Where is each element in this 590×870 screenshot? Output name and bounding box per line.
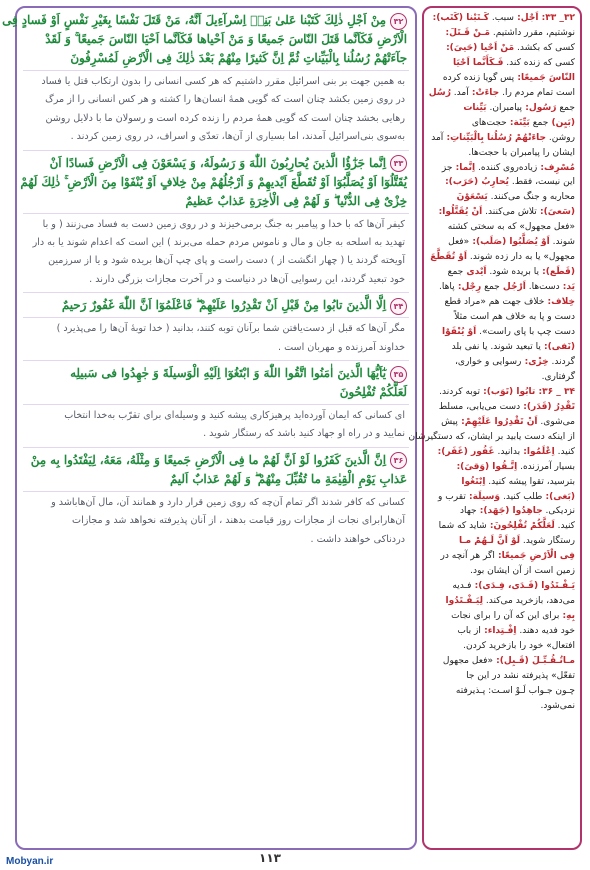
verse-text: اِنَّما جَزٰٓؤُا الَّذينَ يُحارِبُونَ اللّٰهَ وَ رَسُولَهُ، وَ يَسْعَوْنَ فِى الْاَرْضِ فَسادًا اَنْ (49, 155, 386, 170)
glossary-term: اِبْتَغُوا (461, 476, 486, 487)
glossary-definition: بترسید، تقوا پیشه کنید. (485, 476, 575, 487)
glossary-line (429, 71, 575, 86)
translation-line: رهایی بخشد چنان است که گویی همهٔ مردم را زنده کرده است و رسولان ما با دلایل روشن (45, 112, 405, 124)
translation-line: ای کسانی که ایمان آورده‌اید پرهیزکاری پیشه کنید و وسیله‌ای برای تقرّب به‌خدا انتخاب (64, 410, 405, 422)
glossary-definition: «فعل مجهول» که به سختی کشته (447, 222, 575, 233)
glossary-line (429, 116, 575, 131)
verse-number-badge: ۳۵ (390, 366, 407, 383)
glossary-line (429, 594, 575, 609)
glossary-definition: نمی‌شود. (540, 700, 575, 711)
glossary-definition: جمع (556, 102, 575, 113)
glossary-term: مَـنْ قَـتَلَ: (445, 27, 490, 38)
translation-line: به‌سوی بنی‌اسرائیل آمدند، اما بسیاری از آن‌ها، تعدّی و اسراف، در روی زمین کردند . (70, 131, 405, 143)
glossary-term: لِيَـفْـتَدُوا (445, 596, 483, 607)
verse-text: يُقَتَّلُوٓا اَوْ يُصَلَّبُوٓا اَوْ تُقَطَّعَ اَيْديهِمْ وَ اَرْجُلُهُمْ مِنْ خِلافٍ اَوْ يُنْفَوْا مِنَ الْاَرْضِ ۚ ذٰلِكَ لَهُمْ (20, 174, 407, 189)
glossary-definition: توبه کردند. (439, 386, 480, 397)
verse-text: لَعَلَّكُمْ تُفْلِحُونَ (339, 385, 407, 400)
glossary-definition: جهاد (460, 506, 477, 517)
glossary-term: ۳۴ _ ۳۶: تابُوا (تَوَب): (480, 386, 575, 397)
glossary-term: بَيِّنَة: (506, 117, 530, 128)
glossary-definition: تقرب و (438, 491, 466, 502)
glossary-definition: چـون جـواب لَـوْ اسـت: پـذیرفته (455, 685, 575, 696)
glossary-line (429, 250, 575, 265)
glossary-line (429, 56, 575, 71)
glossary-term: اِفْـتِداء: (480, 626, 517, 637)
glossary-line (429, 504, 575, 519)
glossary-definition: دست و پا به خلاف هم است مثلاً (454, 312, 575, 323)
glossary-line (429, 609, 575, 624)
glossary-line (429, 131, 575, 146)
glossary-line (429, 101, 575, 116)
glossary-definition: یا بریده شود. (486, 267, 540, 278)
glossary-definition: ایشان را پیامبران با حجت‌ها. (468, 147, 575, 158)
verse-33 (17, 151, 415, 213)
glossary-definition: افتعال» خود را بازخرید کردن. (463, 641, 575, 652)
glossary-definition: مجهول» یا به دار زده شوند. (467, 252, 575, 263)
glossary-definition: پس گویا زنده کرده (442, 72, 515, 83)
glossary-term: بِهِ: (559, 611, 575, 622)
glossary-term: مُسْرِف: (537, 162, 575, 173)
glossary-line (429, 370, 575, 385)
glossary-line (429, 490, 575, 505)
glossary-term: اَيْدی (463, 267, 487, 278)
translation-line: خداوند آمرزنده و مهربان است . (278, 341, 405, 353)
translation-34 (17, 318, 415, 360)
verse-text: اِنَّ الَّذينَ كَفَرُوا لَوْ اَنَّ لَهُمْ ما فِى الْاَرْضِ جَميعًا وَ مِثْلَهُ، مَعَهُ، لِيَفْتَدُوا بِه مِنْ (30, 452, 386, 467)
glossary-term: اَنْ تَقْدِرُوا عَلَيْهِمْ: (457, 416, 538, 427)
glossary-definition: پاها. (438, 282, 455, 293)
glossary-term: لَعَلَّكُمْ تُفْلِحُونَ: (486, 521, 555, 532)
glossary-term: ۳۲_ ۳۳: اَجْل: (513, 13, 575, 23)
glossary-line (429, 639, 575, 654)
glossary-term: خِزْى: (521, 356, 549, 367)
glossary-term: اِتَّـقُوا (وَقىَ): (456, 461, 518, 472)
glossary-definition: تفعّل» پذیرفته نشد در این جا (466, 670, 575, 681)
glossary-line (429, 445, 575, 460)
glossary-line (429, 340, 575, 355)
glossary-definition: می‌شوی. (537, 416, 575, 427)
glossary-definition: زیاده‌روی کننده. (475, 162, 538, 173)
translation-line: در روی زمین بکشد چنان است که گویی همهٔ انسان‌ها را کشته و هر کس انسانی را از مرگ (45, 94, 405, 106)
glossary-term: فَـكَأَنَّما اَحْيَا (452, 57, 504, 68)
verse-32 (2, 8, 415, 70)
glossary-term: اِعْلَمُوا: (520, 446, 555, 457)
glossary-line (429, 11, 575, 26)
verse-number-badge: ۳۳ (390, 155, 407, 172)
glossary-line (429, 265, 575, 280)
glossary-line (429, 549, 575, 564)
glossary-term: اَوْ يُصَلَّبُوا (صَلَب): (469, 237, 550, 248)
verse-text: يٰٓاَيُّهَا الَّذينَ اٰمَنُوا اتَّقُوا اللّٰهَ وَ ابْتَغُوٓا اِلَيْهِ الْوَسيلَةَ وَ جٰهِدُوا فى سَبيلِه (70, 366, 386, 381)
glossary-term: خِلاف: (544, 297, 575, 308)
glossary-term: (نَفى): (540, 341, 575, 352)
glossary-definition: یا تبعید شوند. یا نفی بلد (451, 341, 541, 352)
glossary-definition: پیامبران. (486, 102, 523, 113)
glossary-line (429, 534, 575, 549)
glossary-definition: بسیار آمرزنده. (517, 461, 575, 472)
glossary-definition: خلاف جهت هم «مراد قطع (444, 297, 545, 308)
page-number: ۱۱۳ (259, 851, 281, 865)
glossary-line (429, 669, 575, 684)
glossary-term: يَـفْـتَدُوا (فَـدَى، فِـدَى): (471, 581, 575, 592)
glossary-line (429, 325, 575, 340)
glossary-definition: شاید که شما (438, 521, 487, 532)
glossary-term: (قَطَع): (539, 267, 575, 278)
verse-text: عَذابِ يَوْمِ الْقِيٰمَةِ ما تُقُبِّلَ مِنْهُمْ ۖ وَ لَهُمْ عَذابٌ اَليمٌ (169, 471, 407, 486)
glossary-definition: طلب کنید. (500, 491, 543, 502)
glossary-definition: خود فدیه دهند. (516, 626, 575, 637)
verse-number-badge: ۳۶ (390, 452, 407, 469)
glossary-definition: نوشتیم، مقرر داشتیم. (489, 27, 575, 38)
verses-panel (2, 6, 417, 850)
glossary-definition: رسوایی و خواری، (454, 356, 522, 367)
glossary-line (429, 624, 575, 639)
glossary-definition: پیش (441, 416, 458, 427)
verse-35 (17, 361, 415, 404)
glossary-term: مـاتُـقُـبِّـلَ (قَـبِل): (492, 655, 575, 666)
glossary-term: (بَيِن) (548, 117, 575, 128)
glossary-definition: تلاش می‌کنند. (482, 207, 537, 218)
glossary-definition: نزدیکی. (542, 506, 575, 517)
verse-text: مِنْ اَجْلِ ذٰلِكَ كَتَبْنا عَلىٰ بَنِىۤ اِسْرآءِيلَ اَنَّهُ، مَنْ قَتَلَ نَفْسًا بِغَيْرِ نَفْسٍ اَوْ فَسادٍ فِى (2, 13, 386, 27)
glossary-definition: دست می‌یابی، مسلط (438, 401, 521, 412)
glossary-line (429, 161, 575, 176)
glossary-definition: بدانید. (494, 446, 521, 457)
glossary-term: وَسيلَة: (465, 491, 501, 502)
glossary-term: رَسُول: (522, 102, 557, 113)
glossary-definition: کسی که بکشد. (514, 42, 575, 53)
glossary-definition: «فعل مجهول (442, 655, 493, 666)
glossary-term: (سَعىَ): (536, 207, 575, 218)
glossary-definition: است تمام مردم را. (499, 87, 575, 98)
glossary-line (429, 699, 575, 714)
glossary-term: كَـتَبْنا (كَتَب): (432, 13, 490, 23)
translation-line: کسانی که کافر شدند اگر تمام آن‌چه که روی زمین قرار دارد و همانند آن، مال آن‌هاباشد و (51, 496, 405, 508)
glossary-line (429, 385, 575, 400)
verse-text: اِلَّا الَّذينَ تابُوا مِنْ قَبْلِ اَنْ تَقْدِرُوا عَلَيْهِمْ ۖ فَاعْلَمُوٓا اَنَّ اللّٰهَ غَفُورٌ رَحيمٌ (61, 298, 386, 313)
glossary-line (429, 519, 575, 534)
glossary-definition: از اینکه دست یابید بر ایشان، که دستگیرشان (408, 431, 575, 442)
glossary-definition: جمع (447, 267, 464, 278)
verse-text: جآءَتْهُمْ رُسُلُنا بِالْبَيِّناتِ ثُمَّ اِنَّ كَثيرًا مِنْهُمْ بَعْدَ ذٰلِكَ فِى الْاَرْضِ لَمُسْرِفُونَ (70, 51, 407, 65)
glossary-definition: رستگار شوید. (520, 536, 575, 547)
glossary-term: مَنْ اَحْيا (حَيىَ): (446, 42, 515, 53)
glossary-term: اِنَّما: (452, 162, 476, 173)
glossary-line (429, 400, 575, 415)
verse-34 (17, 293, 415, 317)
glossary-term: جاءَتْهُمْ رُسُلُنا بِالْبَيِّناتِ: (443, 132, 547, 143)
glossary-term: يَد: (559, 282, 575, 293)
glossary-definition: گردند. (548, 356, 575, 367)
glossary-definition: جز (441, 162, 453, 173)
glossary-definition: محاربه و جنگ می‌کنند. (487, 192, 575, 203)
glossary-line (429, 220, 575, 235)
glossary-line (429, 310, 575, 325)
glossary-line (429, 579, 575, 594)
verse-text: الْاَرْضِ فَكَاَنَّما قَتَلَ النّاسَ جَميعًا وَ مَنْ اَحْياها فَكَاَنَّما اَحْيَا النّاسَ جَميعًا ۚ وَ لَقَدْ (45, 32, 407, 46)
glossary-definition: برای این که آن را برای نجات (451, 611, 560, 622)
glossary-line (429, 26, 575, 41)
glossary-definition: کنید. (554, 521, 575, 532)
glossary-definition: سبب. (489, 13, 514, 23)
glossary-line (429, 295, 575, 310)
glossary-definition: روشن. (546, 132, 575, 143)
glossary-definition: دست‌ها. (525, 282, 560, 293)
glossary-term: يَسْعَوْنَ (456, 192, 488, 203)
glossary-line (408, 430, 575, 445)
glossary-definition: این نیست، فقط. (508, 177, 575, 188)
glossary-definition: آمد. (450, 87, 469, 98)
glossary-definition: زمین است از آن ایشان بود. (470, 566, 575, 577)
translation-line: آویخته گردند یا ( چهار انگشت از ) دست راست و پای چپ آن‌ها بریده شود و یا از سرزمین (48, 255, 405, 267)
glossary-line (429, 564, 575, 579)
glossary-line (429, 355, 575, 370)
glossary-definition: آمد (431, 132, 444, 143)
glossary-definition: دست چپ با پای راست». (476, 327, 575, 338)
translation-line: دردناکی خواهند داشت . (310, 533, 405, 545)
glossary-term: جاءَتْ: (468, 87, 500, 98)
glossary-term: رُسُل (428, 87, 451, 98)
glossary-definition: از باب (457, 626, 481, 637)
glossary-definition: شوند. (549, 237, 575, 248)
glossary-term: اَرْجُل (499, 282, 526, 293)
verse-number-badge: ۳۴ (390, 298, 407, 315)
translation-line: آن‌هارابرای نجات از مجازات روز قیامت بدهند ، از آنان پذیرفته نخواهد شد و مجازات (72, 515, 405, 527)
translation-line: مگر آن‌ها که قبل از دست‌یافتن شما برآنان توبه کنند، بدانید ( خدا توبهٔ آن‌ها را می‌پذیرد ) (56, 323, 405, 335)
glossary-term: (بَغى): (542, 491, 575, 502)
verse-number-badge: ۳۲ (390, 13, 407, 30)
glossary-definition: کسی که زنده کند. (503, 57, 575, 68)
translation-line: نمایید و در راه او جهاد کنید باشد که رستگار شوید . (203, 428, 405, 440)
glossary-term: جاهِدُوا (جَهَد): (476, 506, 543, 517)
glossary-panel (408, 6, 582, 850)
glossary-line (429, 205, 575, 220)
glossary-definition: جمع (529, 117, 549, 128)
translation-line: خود تبعید گردند، این رسوایی آن‌ها در دنیاست و در آخرت مجازات بزرگی دارند . (89, 273, 405, 285)
glossary-line (429, 41, 575, 56)
glossary-line (429, 190, 575, 205)
translation-line: کیفر آن‌ها که با خدا و پیامبر به جنگ برمی‌خیزند و در روی زمین دست به فساد می‌زنند ( و با (42, 218, 405, 230)
glossary-line (429, 475, 575, 490)
glossary-definition: گرفتاری. (541, 371, 575, 382)
glossary-term: النّاسَ جَميعًا: (514, 72, 575, 83)
glossary-term: رِجْل: (454, 282, 482, 293)
glossary-line (429, 175, 575, 190)
translation-33 (17, 214, 415, 293)
glossary-line (429, 684, 575, 699)
glossary-term: لَوْ اَنَّ لَـهُمْ مـا (459, 536, 521, 547)
glossary-line (429, 654, 575, 669)
site-watermark[interactable]: Mobyan.ir (6, 856, 54, 867)
glossary-line (429, 86, 575, 101)
glossary-definition: حجت‌های (471, 117, 507, 128)
glossary-line (429, 415, 575, 430)
verse-text: خِزْىٌ فِى الدُّنْيا ۖ وَ لَهُمْ فِى الْاٰخِرَةِ عَذابٌ عَظيمٌ (185, 193, 407, 208)
verse-36 (17, 448, 415, 491)
glossary-term: يُحارِبُ (حَرَب): (445, 177, 509, 188)
glossary-term: فِى الْاَرْضِ جَميعًا: (494, 551, 575, 562)
glossary-definition: جمع (481, 282, 500, 293)
translation-36 (17, 492, 415, 552)
glossary-line (429, 280, 575, 295)
glossary-line (429, 235, 575, 250)
glossary-term: اَوْ يُنْفَوْا (442, 327, 477, 338)
translation-line: تهدید به اسلحه به جان و مال و ناموس مردم حمله می‌برند ) این است که اعدام شوند یا به دار (32, 237, 405, 249)
glossary-term: اَوْ تُقَطَّعَ (430, 252, 468, 263)
glossary-definition: فـدیه (452, 581, 472, 592)
translation-line: به همین جهت بر بنی اسرائیل مقرر داشتیم که هر کسی انسانی را بدون ارتکاب قتل یا فساد (41, 76, 405, 87)
glossary-definition: کنید. (554, 446, 575, 457)
translation-35 (17, 405, 415, 447)
glossary-term: غَفُور (غَفَر): (437, 446, 495, 457)
glossary-term: بَيِّنات (463, 102, 487, 113)
glossary-term: اَنْ يُقَتَّلُوا: (438, 207, 483, 218)
glossary-line (429, 146, 575, 161)
glossary-definition: «فعل (448, 237, 470, 248)
glossary-definition: می‌دهد، بازخرید می‌کند. (482, 596, 575, 607)
translation-32 (17, 71, 415, 150)
glossary-definition: اگر هر آنچه در (440, 551, 495, 562)
glossary-line (429, 460, 575, 475)
glossary-term: تَقْدِرُ (قَدَر): (520, 401, 575, 412)
